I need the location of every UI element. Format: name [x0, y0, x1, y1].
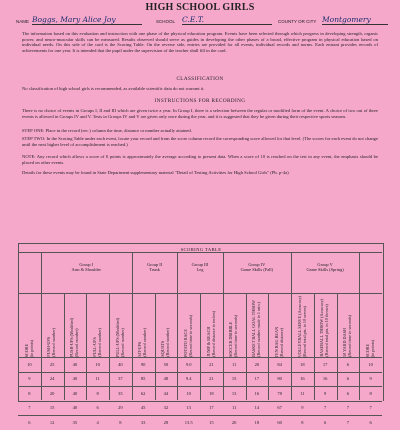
table-cell: 35	[64, 420, 87, 425]
classification-text: No classification of high school girls is recommended, as available scientific data do not warrant it.	[22, 86, 378, 92]
table-cell: 9	[291, 405, 314, 410]
table-cell: 62	[132, 391, 155, 396]
column-header	[18, 295, 41, 357]
score-cell: 9	[18, 376, 41, 381]
column-header	[246, 295, 269, 357]
column-header	[200, 295, 223, 357]
page-title: HIGH SCHOOL GIRLS	[0, 2, 400, 13]
score-cell: 10	[359, 362, 382, 367]
group-header-2	[132, 262, 178, 272]
column-header	[86, 295, 109, 357]
group-header-3	[177, 262, 223, 272]
table-cell: 11	[86, 376, 109, 381]
table-cell: 9.4	[177, 376, 200, 381]
column-header-label: SOCCER DRIBBLE (Record time in seconds)	[229, 315, 239, 357]
column-header-label: PULL-UPS (Modified) (Record number)	[116, 318, 126, 357]
column-header	[41, 295, 64, 357]
column-header-label: TEN BAG BEAN (Record distance)	[275, 327, 285, 357]
table-cell: 9	[314, 391, 337, 396]
table-cell: 4	[86, 420, 109, 425]
table-cell: 17	[314, 362, 337, 367]
column-header	[337, 295, 360, 357]
details-text: Details for these events may be found in State Department supplementary material "Detail of Testing Activities for High School Girls" (Pb. p-4a)	[22, 170, 378, 176]
table-cell: 48	[155, 376, 178, 381]
county-label: COUNTY OR CITY	[278, 19, 316, 24]
table-cell: 15	[223, 376, 246, 381]
table-cell: 7	[337, 405, 360, 410]
column-header-label: PULL-UPS (Record number)	[93, 328, 103, 357]
table-cell: 10	[86, 362, 109, 367]
instructions-heading: INSTRUCTIONS FOR RECORDING	[0, 98, 400, 104]
table-cell: 33	[132, 420, 155, 425]
table-cell: 8	[109, 420, 132, 425]
table-cell: 9.0	[177, 362, 200, 367]
table-cell: 6	[337, 376, 360, 381]
group-header-5	[291, 262, 359, 272]
column-header	[109, 295, 132, 357]
classification-heading: CLASSIFICATION	[0, 76, 400, 82]
table-cell: 6	[314, 420, 337, 425]
table-cell: 60	[268, 420, 291, 425]
group-name: Leg	[177, 267, 223, 272]
table-cell: 78	[268, 391, 291, 396]
table-cell: 16	[314, 376, 337, 381]
score-cell: 6	[18, 420, 41, 425]
table-cell: 21	[200, 376, 223, 381]
column-header-label: BASKET BALL GOAL THROW (Record number made in 1 min.)	[252, 300, 262, 357]
column-header-label: POTATO RACE (Record time in seconds)	[184, 315, 194, 357]
table-cell: 21	[200, 362, 223, 367]
table-cell: 67	[268, 405, 291, 410]
table-cell: 8	[291, 420, 314, 425]
table-cell: 40	[109, 362, 132, 367]
column-header-label: JUMP & REACH (Record distance in inches)	[207, 311, 217, 357]
column-header	[155, 295, 178, 357]
table-cell: 20	[223, 420, 246, 425]
table-cell: 80	[268, 376, 291, 381]
table-cell: 6	[337, 391, 360, 396]
table-cell: 18	[291, 362, 314, 367]
table-cell: 14	[246, 405, 269, 410]
table-cell: 17	[200, 405, 223, 410]
group-number: Group III	[177, 262, 223, 267]
table-cell: 11	[291, 391, 314, 396]
table-cell: 13	[177, 405, 200, 410]
score-cell: 6	[359, 420, 382, 425]
table-cell: 35	[109, 391, 132, 396]
column-header-label: BASEBALL THROW (Accuracy) (Record total pts. in 10 throws)	[320, 299, 330, 357]
column-header	[223, 295, 246, 357]
note-text: NOTE: Any record which allows a score of 0 points is approximately the average according to present data. When a score of 10 is reached on the test in any event, the emphasis should be placed on other events.	[22, 154, 378, 165]
column-header-label: PUSH-UPS (Record number)	[47, 328, 57, 357]
group-number: Group II	[132, 262, 178, 267]
table-cell: 13	[223, 391, 246, 396]
name-field[interactable]: Boggs, Mary Alice Joy	[32, 15, 142, 25]
table-cell: 7	[337, 420, 360, 425]
table-cell: 16	[246, 391, 269, 396]
table-cell: 28	[155, 420, 178, 425]
score-cell: 7	[18, 405, 41, 410]
column-header-label: PUSH-UPS (Modified) (Record number)	[70, 318, 80, 357]
column-header	[132, 295, 155, 357]
table-cell: 20	[246, 362, 269, 367]
table-cell: 18	[200, 391, 223, 396]
table-cell: 25	[41, 362, 64, 367]
table-cell: 16	[291, 376, 314, 381]
table-cell: 24	[41, 376, 64, 381]
table-cell: 90	[132, 362, 155, 367]
group-number: Group IV	[223, 262, 291, 267]
instructions-text: There is no choice of events in Groups I, II and III which are given twice a year. In Group I, there is a selection between the regular or modified form of the event. A choice of two out of three events is allowed in Groups IV and V. Tests in Groups IV and V are given only once during the year, and it is suggested that they be given during their respective sports seasons.	[22, 108, 378, 119]
group-name: Trunk	[132, 267, 178, 272]
group-name: Game Skills (Fall)	[223, 267, 291, 272]
column-header	[359, 295, 382, 357]
group-header-4	[223, 262, 291, 272]
table-cell: 6	[337, 362, 360, 367]
table-cell: 13.5	[177, 420, 200, 425]
intro-paragraph: The information based on this evaluation and instruction with one phase of the physical education program. Events have been selected through which progress in developing strength, organic power, and neuro-muscular skills can be measured. Results observed should serve as guides in developing the other phases of a broad, effective program in physical education based on individual needs. On this side of the card is the Scoring Table. On the reverse side, entries are provided for all events, individual records and norms. Each entrant provides records of achievements for one year. It is intended that the pupil under the supervision of the teacher shall fill in the card.	[22, 31, 378, 53]
table-cell: 20	[41, 391, 64, 396]
step-one-text: STEP ONE: Place in the record (rec.) column the time, distance or number actually attained.	[22, 128, 378, 134]
county-field[interactable]: Montgomery	[322, 15, 388, 25]
score-cell: 10	[18, 362, 41, 367]
group-name: Game Skills (Spring)	[291, 267, 359, 272]
score-cell: 7	[359, 405, 382, 410]
group-number: Group I	[41, 262, 132, 267]
column-header-label: SQUATS (Record number)	[161, 328, 171, 357]
score-cell: 9	[359, 376, 382, 381]
column-header-label: SCORE (in points)	[366, 340, 376, 357]
group-number: Group V	[291, 262, 359, 267]
table-cell: 12	[41, 420, 64, 425]
table-cell: 6	[86, 405, 109, 410]
group-header-1	[41, 262, 132, 272]
table-rule	[18, 401, 382, 402]
student-info-line	[16, 14, 388, 26]
column-header	[314, 295, 337, 357]
name-label: NAME	[16, 19, 29, 24]
table-cell: 11	[223, 405, 246, 410]
table-cell: 11	[223, 362, 246, 367]
table-rule	[18, 415, 382, 416]
table-cell: 29	[109, 405, 132, 410]
table-cell: 85	[132, 376, 155, 381]
table-cell: 50	[155, 362, 178, 367]
table-cell: 7	[314, 405, 337, 410]
column-header-label: VOLLEYBALL SERVE (Accuracy) (Record total pts. in 10 serves)	[298, 296, 308, 357]
group-name: Arm & Shoulder	[41, 267, 132, 272]
table-cell: 15	[200, 420, 223, 425]
scoring-table-title: SCORING TABLE	[19, 247, 383, 252]
score-cell: 8	[359, 391, 382, 396]
column-header	[177, 295, 200, 357]
school-field[interactable]: C.E.T.	[182, 15, 272, 25]
table-cell: 32	[155, 405, 178, 410]
table-cell: 40	[64, 405, 87, 410]
table-rule	[18, 252, 382, 253]
table-cell: 40	[64, 376, 87, 381]
column-header-label: SIT-UPS (Record number)	[138, 328, 148, 357]
score-cell: 8	[18, 391, 41, 396]
table-cell: 40	[64, 391, 87, 396]
table-cell: 84	[268, 362, 291, 367]
table-cell: 40	[64, 362, 87, 367]
table-cell: 44	[155, 391, 178, 396]
school-label: SCHOOL	[156, 19, 175, 24]
table-cell: 10	[177, 391, 200, 396]
table-cell: 18	[246, 420, 269, 425]
step-two-text: STEP TWO: In the Scoring Table under each event, locate your record and from the score column record the corresponding score allowed for that level. (The scores for each event do not change until the next higher level of accomplishment is reached.)	[22, 136, 378, 147]
column-header	[64, 295, 87, 357]
column-header-label: 50 YARD DASH (Record time in seconds)	[343, 315, 353, 357]
column-header	[291, 295, 314, 357]
column-header-label: SCORE (in points)	[25, 340, 35, 357]
table-cell: 15	[41, 405, 64, 410]
table-cell: 8	[86, 391, 109, 396]
column-header	[268, 295, 291, 357]
table-cell: 45	[132, 405, 155, 410]
table-cell: 37	[109, 376, 132, 381]
table-cell: 17	[246, 376, 269, 381]
